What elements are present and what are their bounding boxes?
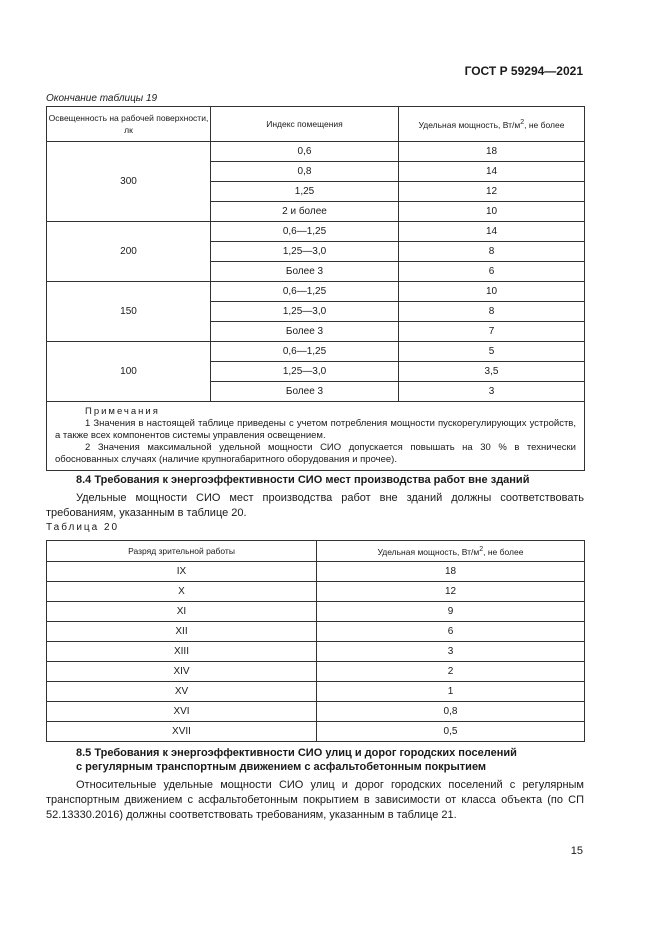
power-cell: 5: [399, 342, 585, 362]
col-power-tail: , не более: [483, 546, 524, 557]
power-cell: 3: [399, 382, 585, 402]
index-cell: 0,6: [211, 142, 399, 162]
power-cell: 0,8: [317, 702, 585, 722]
col-lux-label: Освещенность на рабочей поверхности, лк: [48, 113, 209, 135]
power-cell: 7: [399, 322, 585, 342]
table-row: [47, 682, 585, 702]
index-cell: 0,8: [211, 162, 399, 182]
table19-caption: Окончание таблицы 19: [46, 93, 158, 104]
table-row: [47, 602, 585, 622]
document-code: ГОСТ Р 59294—2021: [464, 64, 583, 78]
table20-col-grade: [47, 541, 317, 562]
power-cell: 10: [399, 282, 585, 302]
power-cell: 3,5: [399, 362, 585, 382]
grade-cell: IX: [47, 562, 317, 582]
lux-cell: 300: [47, 142, 211, 222]
index-cell: 0,6—1,25: [211, 282, 399, 302]
grade-cell: XIII: [47, 642, 317, 662]
index-cell: 1,25—3,0: [211, 302, 399, 322]
page-number: 15: [570, 845, 583, 857]
grade-cell: XVI: [47, 702, 317, 722]
table-row: [47, 642, 585, 662]
power-cell: 18: [399, 142, 585, 162]
index-cell: 2 и более: [211, 202, 399, 222]
index-cell: Более 3: [211, 382, 399, 402]
col-index-label: Индекс помещения: [266, 119, 343, 129]
note-2: 2 Значения максимальной удельной мощности СИО допускается повышать на 30 % в технически обоснованных случаях (наличие крупногабаритного оборудования и прочее).: [55, 442, 576, 465]
index-cell: 0,6—1,25: [211, 342, 399, 362]
table-row: [47, 282, 585, 302]
section-8-5-heading: [76, 746, 517, 774]
table-20: [46, 540, 585, 742]
power-cell: 9: [317, 602, 585, 622]
section-8-4-heading: 8.4 Требования к энергоэффективности СИО мест производства работ вне зданий: [76, 474, 530, 486]
index-cell: 1,25: [211, 182, 399, 202]
table-row: [47, 702, 585, 722]
notes-row: [47, 402, 585, 471]
table-row: [47, 142, 585, 162]
section-8-5-heading-line1: 8.5 Требования к энергоэффективности СИО улиц и дорог городских поселений: [76, 747, 517, 759]
power-cell: 10: [399, 202, 585, 222]
grade-cell: XI: [47, 602, 317, 622]
lux-cell: 150: [47, 282, 211, 342]
table-19: [46, 106, 585, 471]
lux-cell: 100: [47, 342, 211, 402]
table-row: [47, 622, 585, 642]
col-power-sup: 2: [520, 119, 525, 127]
power-cell: 2: [317, 662, 585, 682]
col-power-label: Удельная мощность, Вт/м: [377, 546, 480, 557]
index-cell: Более 3: [211, 262, 399, 282]
section-8-5-heading-line2: с регулярным транспортным движением с асфальтобетонным покрытием: [76, 761, 487, 773]
lux-cell: 200: [47, 222, 211, 282]
notes-cell: [47, 402, 585, 471]
table-row: [47, 342, 585, 362]
index-cell: 0,6—1,25: [211, 222, 399, 242]
section-8-4-text: Удельные мощности СИО мест производства работ вне зданий должны соответствовать требованиям, указанным в таблице 20.: [46, 492, 584, 519]
grade-cell: XVII: [47, 722, 317, 742]
table19-col-lux: [47, 107, 211, 142]
power-cell: 3: [317, 642, 585, 662]
table-row: [47, 562, 585, 582]
power-cell: 14: [399, 222, 585, 242]
power-cell: 8: [399, 242, 585, 262]
table19-col-power: [399, 107, 585, 142]
table-row: [47, 722, 585, 742]
power-cell: 12: [317, 582, 585, 602]
col-power-tail: , не более: [524, 119, 565, 130]
notes-title: Примечания: [85, 406, 160, 417]
grade-cell: XV: [47, 682, 317, 702]
power-cell: 18: [317, 562, 585, 582]
power-cell: 6: [399, 262, 585, 282]
table20-header-row: [47, 541, 585, 562]
col-grade-label: Разряд зрительной работы: [128, 546, 235, 556]
power-cell: 12: [399, 182, 585, 202]
power-cell: 0,5: [317, 722, 585, 742]
grade-cell: X: [47, 582, 317, 602]
table-row: [47, 222, 585, 242]
col-power-sup: 2: [479, 545, 484, 553]
power-cell: 6: [317, 622, 585, 642]
power-cell: 8: [399, 302, 585, 322]
table19-col-index: [211, 107, 399, 142]
note-1: 1 Значения в настоящей таблице приведены с учетом потребления мощности пускорегулирующих устройств, а также всех компонентов системы управления освещением.: [55, 418, 576, 441]
table-row: [47, 582, 585, 602]
grade-cell: XII: [47, 622, 317, 642]
power-cell: 14: [399, 162, 585, 182]
col-power-label: Удельная мощность, Вт/м: [418, 119, 521, 130]
section-8-5-text: Относительные удельные мощности СИО улиц и дорог городских поселений с регулярным транспортным движением с асфальтобетонным покрытием в зависимости от класса объекта (по СП 52.13330.2016) должны соответствовать требованиям, указанным в таблице 21.: [46, 779, 584, 821]
power-cell: 1: [317, 682, 585, 702]
table-row: [47, 662, 585, 682]
table20-col-power: [317, 541, 585, 562]
index-cell: 1,25—3,0: [211, 362, 399, 382]
index-cell: 1,25—3,0: [211, 242, 399, 262]
grade-cell: XIV: [47, 662, 317, 682]
table19-header-row: [47, 107, 585, 142]
index-cell: Более 3: [211, 322, 399, 342]
table20-caption: Таблица 20: [46, 522, 120, 533]
